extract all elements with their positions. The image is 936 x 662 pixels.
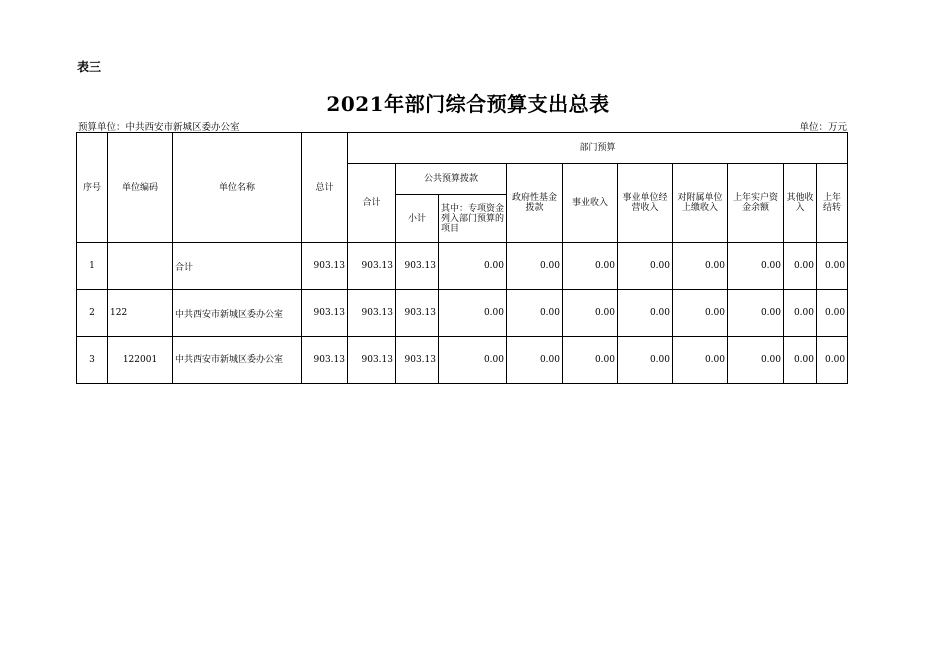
cell-special: 0.00 xyxy=(439,290,507,337)
cell-last-year-balance: 0.00 xyxy=(728,290,784,337)
cell-code xyxy=(108,243,173,290)
cell-seq: 3 xyxy=(77,337,108,384)
header-last-year-balance: 上年实户资金余额 xyxy=(728,164,784,243)
budget-table xyxy=(76,132,848,384)
cell-sum: 903.13 xyxy=(348,337,396,384)
cell-business-income: 0.00 xyxy=(563,290,618,337)
cell-name: 合计 xyxy=(173,243,302,290)
cell-affiliated: 0.00 xyxy=(673,290,728,337)
cell-sum: 903.13 xyxy=(348,290,396,337)
cell-subtotal: 903.13 xyxy=(396,337,439,384)
cell-last-year-balance: 0.00 xyxy=(728,337,784,384)
cell-subtotal: 903.13 xyxy=(396,243,439,290)
cell-special: 0.00 xyxy=(439,337,507,384)
table-tag: 表三 xyxy=(77,60,102,74)
cell-business-unit-income: 0.00 xyxy=(618,243,673,290)
cell-other-income: 0.00 xyxy=(784,243,817,290)
cell-name: 中共西安市新城区委办公室 xyxy=(173,290,302,337)
cell-gov-fund: 0.00 xyxy=(507,337,563,384)
header-dept-budget: 部门预算 xyxy=(348,133,848,164)
header-subtotal: 小计 xyxy=(396,195,439,243)
cell-total: 903.13 xyxy=(302,290,348,337)
cell-business-income: 0.00 xyxy=(563,337,618,384)
header-sum: 合计 xyxy=(348,164,396,243)
cell-sum: 903.13 xyxy=(348,243,396,290)
cell-last-year-balance: 0.00 xyxy=(728,243,784,290)
header-affiliated-income: 对附属单位上缴收入 xyxy=(673,164,728,243)
cell-business-unit-income: 0.00 xyxy=(618,337,673,384)
cell-gov-fund: 0.00 xyxy=(507,290,563,337)
cell-last-year-carry: 0.00 xyxy=(817,290,848,337)
header-seq: 序号 xyxy=(77,133,108,243)
table-row xyxy=(77,337,848,384)
header-total: 总计 xyxy=(302,133,348,243)
cell-other-income: 0.00 xyxy=(784,337,817,384)
header-other-income: 其他收入 xyxy=(784,164,817,243)
header-unit-name: 单位名称 xyxy=(173,133,302,243)
cell-last-year-carry: 0.00 xyxy=(817,243,848,290)
header-gov-fund: 政府性基金拨款 xyxy=(507,164,563,243)
header-business-unit-income: 事业单位经营收入 xyxy=(618,164,673,243)
table-row xyxy=(77,243,848,290)
cell-total: 903.13 xyxy=(302,243,348,290)
cell-seq: 2 xyxy=(77,290,108,337)
cell-affiliated: 0.00 xyxy=(673,337,728,384)
cell-seq: 1 xyxy=(77,243,108,290)
cell-subtotal: 903.13 xyxy=(396,290,439,337)
cell-code: 122 xyxy=(108,290,173,337)
currency-unit-label: 单位：万元 xyxy=(799,122,847,133)
cell-other-income: 0.00 xyxy=(784,290,817,337)
header-special: 其中：专项资金列入部门预算的项目 xyxy=(439,195,507,243)
header-business-income: 事业收入 xyxy=(563,164,618,243)
cell-last-year-carry: 0.00 xyxy=(817,337,848,384)
budget-unit-label: 预算单位：中共西安市新城区委办公室 xyxy=(78,122,240,133)
cell-name: 中共西安市新城区委办公室 xyxy=(173,337,302,384)
cell-business-income: 0.00 xyxy=(563,243,618,290)
cell-gov-fund: 0.00 xyxy=(507,243,563,290)
cell-special: 0.00 xyxy=(439,243,507,290)
cell-total: 903.13 xyxy=(302,337,348,384)
cell-affiliated: 0.00 xyxy=(673,243,728,290)
header-public-budget: 公共预算拨款 xyxy=(396,164,507,195)
header-last-year-carry: 上年结转 xyxy=(817,164,848,243)
table-row xyxy=(77,290,848,337)
cell-business-unit-income: 0.00 xyxy=(618,290,673,337)
cell-code: 122001 xyxy=(108,337,173,384)
page-title: 2021年部门综合预算支出总表 xyxy=(326,92,610,116)
header-unit-code: 单位编码 xyxy=(108,133,173,243)
